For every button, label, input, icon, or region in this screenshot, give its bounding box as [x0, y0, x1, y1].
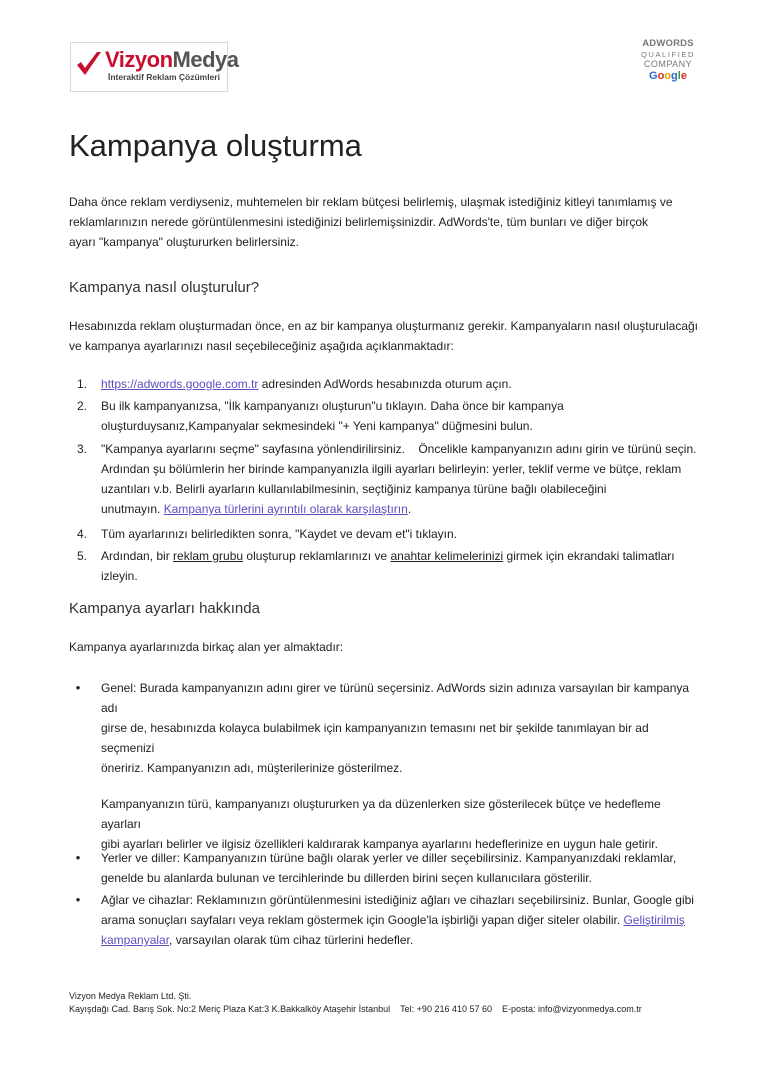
- adwords-link[interactable]: https://adwords.google.com.tr: [101, 377, 259, 391]
- badge-line-1: ADWORDS: [642, 38, 694, 49]
- checkmark-logo-icon: [75, 48, 103, 84]
- step-text: Tüm ayarlarınızı belirledikten sonra, "Kaydet ve devam et"i tıklayın.: [101, 527, 458, 541]
- keywords-link[interactable]: anahtar kelimelerinizi: [390, 549, 504, 563]
- bullet-text: Genel: Burada kampanyanızın adını girer ve türünü seçersiniz. AdWords sizin adınıza varsayılan bir kampanya adı: [101, 681, 690, 715]
- bullet-text: , varsayılan olarak tüm cihaz türlerini hedefler.: [169, 933, 414, 947]
- section2-lead: Kampanya ayarlarınızda birkaç alan yer almaktadır:: [69, 640, 344, 654]
- step-text: Ardından şu bölümlerin her birinde kampanyanızla ilgili ayarları belirleyin: yerler, teklif verme ve bütçe, reklam: [101, 462, 682, 476]
- page-title: Kampanya oluşturma: [69, 128, 362, 163]
- footer-email: E-posta: info@vizyonmedya.com.tr: [502, 1003, 642, 1014]
- step-number: 4.: [76, 527, 87, 541]
- bullet-text: Kampanyanızın türü, kampanyanızı oluştururken ya da düzenlerken size gösterilecek bütçe ve hedefleme ayarları: [101, 797, 661, 831]
- step-4: [69, 524, 709, 544]
- enhanced-campaigns-link-cont[interactable]: kampanyalar: [101, 933, 170, 947]
- intro-line: Daha önce reklam verdiyseniz, muhtemelen bir reklam bütçesi belirlemiş, ulaşmak istediğiniz kitleyi tanımlamış ve: [69, 195, 673, 209]
- bullet-text: genelde bu alanlarda bulunan ve tercihlerinde bu dillerden birini seçen kullanıcılara gösterilir.: [101, 871, 592, 885]
- section1-lead: [69, 316, 709, 356]
- footer-address: Kayışdağı Cad. Barış Sok. No:2 Meriç Plaza Kat:3 K.Bakkalköy Ataşehir İstanbul: [69, 1003, 391, 1014]
- intro-paragraph: [69, 192, 709, 252]
- logo-name: VizyonMedya: [105, 47, 239, 72]
- bullet-text: girse de, hesabınızda kolayca bulabilmek için kampanyanızın temasını net bir şekilde tanımlayan bir ad seçmenizi: [101, 721, 649, 755]
- footer-phone: Tel: +90 216 410 57 60: [400, 1003, 492, 1014]
- step-text: Ardından, bir: [101, 549, 174, 563]
- page-footer: [69, 990, 642, 1015]
- company-logo: [70, 42, 239, 92]
- badge-line-3: COMPANY: [643, 59, 693, 69]
- step-text: uzantıları v.b. Belirli ayarların kullanılabilmesinin, seçtiğiniz kampanya türüne bağlı olabileceğini: [101, 482, 607, 496]
- step-text: "Kampanya ayarlarını seçme" sayfasına yönlendirilirsiniz. Öncelikle kampanyanızın adını girin ve türünü seçin.: [101, 442, 697, 456]
- ad-group-link[interactable]: reklam grubu: [173, 549, 244, 563]
- intro-line: ayarı "kampanya" oluştururken belirlersiniz.: [69, 235, 299, 249]
- step-text: Bu ilk kampanyanızsa, "İlk kampanyanızı oluşturun"u tıklayın. Daha önce bir kampanya: [101, 399, 564, 413]
- badge-line-2: QUALIFIED: [641, 50, 695, 59]
- step-5: [69, 546, 709, 586]
- bullet-item-general: [69, 678, 709, 851]
- bullet-icon: •: [75, 850, 81, 865]
- bullet-icon: •: [75, 680, 81, 695]
- bullet-text: Ağlar ve cihazlar: Reklamınızın görüntülenmesini istediğiniz ağları ve cihazları seçebilirsiniz. Bunlar, Google gibi: [101, 893, 694, 907]
- bullet-text: gibi ayarları belirler ve ilgisiz özellikleri kaldırarak kampanya ayarlarını hedeflerinize en uygun hale getirir.: [101, 837, 658, 851]
- lead-line: Hesabınızda reklam oluşturmadan önce, en az bir kampanya oluşturmanız gerekir. Kampanyaların nasıl oluşturulacağı: [69, 319, 698, 333]
- step-number: 3.: [76, 442, 87, 456]
- step-number: 1.: [76, 377, 87, 391]
- step-2: [69, 396, 709, 436]
- section-heading-settings: Kampanya ayarları hakkında: [69, 600, 260, 617]
- compare-campaign-types-link[interactable]: Kampanya türlerini ayrıntılı olarak karşılaştırın: [163, 502, 408, 516]
- step-text: oluşturduysanız,Kampanyalar sekmesindeki "+ Yeni kampanya" düğmesini bulun.: [101, 419, 533, 433]
- lead-line: ve kampanya ayarlarınızı nasıl seçebileceğiniz aşağıda açıklanmaktadır:: [69, 339, 454, 353]
- bullet-item-networks-devices: [69, 890, 709, 950]
- step-text: girmek için ekrandaki talimatları: [503, 549, 675, 563]
- step-1: [69, 374, 709, 394]
- step-number: 2.: [76, 399, 87, 413]
- enhanced-campaigns-link[interactable]: Geliştirilmiş: [623, 913, 685, 927]
- bullet-icon: •: [75, 892, 81, 907]
- bullet-text: Yerler ve diller: Kampanyanızın türüne bağlı olarak yerler ve diller seçebilirsiniz. Kampanyanızdaki reklamlar,: [101, 851, 677, 865]
- step-text: izleyin.: [101, 569, 138, 583]
- step-text: unutmayın.: [101, 502, 164, 516]
- step-3: [69, 439, 709, 519]
- intro-line: reklamlarınızın nerede görüntülenmesini istediğinizi belirlemişsinizdir. AdWords'te, tüm bunları ve diğer birçok: [69, 215, 648, 229]
- bullet-text: arama sonuçları sayfaları veya reklam göstermek için Google'la işbirliği yapan diğer siteler olabilir.: [101, 913, 624, 927]
- bullet-item-locations-languages: [69, 848, 709, 888]
- step-text: adresinden AdWords hesabınızda oturum açın.: [258, 377, 512, 391]
- logo-tagline: İnteraktif Reklam Çözümleri: [108, 72, 220, 82]
- section-heading-how-to-create: Kampanya nasıl oluşturulur?: [69, 279, 260, 296]
- google-wordmark: Google: [649, 70, 687, 82]
- footer-company: Vizyon Medya Reklam Ltd. Şti.: [69, 991, 192, 1001]
- step-text: oluşturup reklamlarınızı ve: [243, 549, 391, 563]
- step-number: 5.: [76, 549, 87, 563]
- adwords-qualified-badge: [638, 38, 698, 90]
- bullet-text: öneririz. Kampanyanızın adı, müşterilerinize gösterilmez.: [101, 761, 403, 775]
- step-text: .: [407, 502, 412, 516]
